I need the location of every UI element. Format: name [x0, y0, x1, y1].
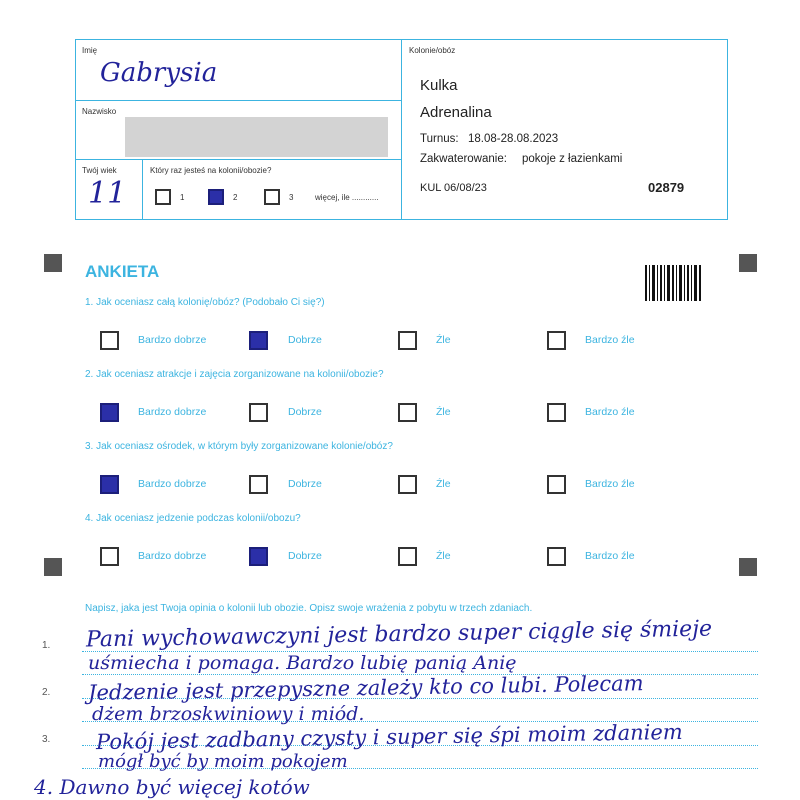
ktory-raz-option-3: 3: [289, 193, 294, 202]
q3-option-label: Bardzo dobrze: [138, 478, 207, 490]
zakwaterowanie-label: Zakwaterowanie:: [420, 153, 507, 165]
survey-title: ANKIETA: [85, 262, 160, 281]
imie-value: Gabrysia: [100, 58, 218, 88]
q1-option-label: Dobrze: [288, 334, 322, 346]
form-number: 02879: [648, 180, 685, 195]
turnus-value: 18.08-28.08.2023: [468, 133, 559, 145]
question-3: 3. Jak oceniasz ośrodek, w którym były zorganizowane kolonie/obóz?: [85, 441, 393, 452]
registration-mark: [739, 558, 757, 576]
kolonie-label: Kolonie/obóz: [409, 46, 456, 55]
q4-option-label: Źle: [436, 550, 451, 562]
q3-option-label: Dobrze: [288, 478, 322, 490]
q1-option-label: Źle: [436, 334, 451, 346]
q4-option-label: Dobrze: [288, 550, 322, 562]
q4-option-bardzo-dobrze-checkbox[interactable]: [100, 547, 119, 566]
q4-option-label: Bardzo dobrze: [138, 550, 207, 562]
question-2: 2. Jak oceniasz atrakcje i zajęcia zorganizowane na kolonii/obozie?: [85, 369, 384, 380]
wiecej-label: więcej, ile ............: [315, 193, 379, 202]
q1-option-bardzo-dobrze-checkbox[interactable]: [100, 331, 119, 350]
ktory-raz-label: Który raz jesteś na kolonii/obozie?: [150, 166, 272, 175]
q2-option-label: Bardzo źle: [585, 406, 635, 418]
q2-option-dobrze-checkbox[interactable]: [249, 403, 268, 422]
redacted-surname: [125, 117, 388, 157]
handwriting-line-6: mógł być by moim pokojem: [98, 751, 348, 772]
question-4: 4. Jak oceniasz jedzenie podczas kolonii/obozu?: [85, 513, 301, 524]
q4-option-dobrze-checkbox[interactable]: [249, 547, 268, 566]
q3-option-label: Źle: [436, 478, 451, 490]
q1-option-label: Bardzo źle: [585, 334, 635, 346]
q2-option-zle-checkbox[interactable]: [398, 403, 417, 422]
q2-option-bardzo-zle-checkbox[interactable]: [547, 403, 566, 422]
q1-option-bardzo-zle-checkbox[interactable]: [547, 331, 566, 350]
q2-option-bardzo-dobrze-checkbox[interactable]: [100, 403, 119, 422]
q3-option-bardzo-zle-checkbox[interactable]: [547, 475, 566, 494]
q2-option-label: Dobrze: [288, 406, 322, 418]
q3-option-bardzo-dobrze-checkbox[interactable]: [100, 475, 119, 494]
camp-name: Kulka: [420, 77, 458, 94]
opinion-prompt: Napisz, jaka jest Twoja opinia o kolonii lub obozie. Opisz swoje wrażenia z pobytu w trzech zdaniach.: [85, 603, 533, 614]
wiek-label: Twój wiek: [82, 166, 117, 175]
registration-mark: [739, 254, 757, 272]
handwriting-line-2: uśmiecha i pomaga. Bardzo lubię panią Anię: [88, 652, 517, 674]
q1-option-dobrze-checkbox[interactable]: [249, 331, 268, 350]
q2-option-label: Bardzo dobrze: [138, 406, 207, 418]
turnus-label: Turnus:: [420, 133, 459, 145]
question-1: 1. Jak oceniasz całą kolonię/obóz? (Podobało Ci się?): [85, 297, 325, 308]
ktory-raz-checkbox-2[interactable]: [208, 189, 224, 205]
imie-label: Imię: [82, 46, 98, 55]
ktory-raz-checkbox-1[interactable]: [155, 189, 171, 205]
q4-option-label: Bardzo źle: [585, 550, 635, 562]
q4-option-zle-checkbox[interactable]: [398, 547, 417, 566]
camp-code: KUL 06/08/23: [420, 182, 487, 194]
handwriting-line-7: 4. Dawno być więcej kotów: [34, 775, 310, 799]
q1-option-label: Bardzo dobrze: [138, 334, 207, 346]
nazwisko-label: Nazwisko: [82, 107, 117, 116]
barcode: [645, 265, 701, 301]
zakwaterowanie-value: pokoje z łazienkami: [522, 153, 623, 165]
line-number: 2.: [42, 687, 51, 698]
q2-option-label: Źle: [436, 406, 451, 418]
ktory-raz-checkbox-3[interactable]: [264, 189, 280, 205]
q3-option-label: Bardzo źle: [585, 478, 635, 490]
camp-program: Adrenalina: [420, 104, 492, 121]
q1-option-zle-checkbox[interactable]: [398, 331, 417, 350]
registration-mark: [44, 558, 62, 576]
q3-option-dobrze-checkbox[interactable]: [249, 475, 268, 494]
handwriting-line-4: dżem brzoskwiniowy i miód.: [92, 703, 365, 725]
handwriting-line-3: Jedzenie jest przepyszne zależy kto co lubi. Polecam: [87, 671, 644, 705]
registration-mark: [44, 254, 62, 272]
ktory-raz-option-1: 1: [180, 193, 185, 202]
handwriting-line-1: Pani wychowawczyni jest bardzo super ciągle się śmieje: [85, 616, 713, 653]
wiek-value: 11: [88, 176, 127, 211]
q4-option-bardzo-zle-checkbox[interactable]: [547, 547, 566, 566]
ktory-raz-option-2: 2: [233, 193, 238, 202]
q3-option-zle-checkbox[interactable]: [398, 475, 417, 494]
line-number: 1.: [42, 640, 51, 651]
line-number: 3.: [42, 734, 51, 745]
handwriting-line-5: Pokój jest zadbany czysty i super się śpi moim zdaniem: [95, 719, 683, 755]
